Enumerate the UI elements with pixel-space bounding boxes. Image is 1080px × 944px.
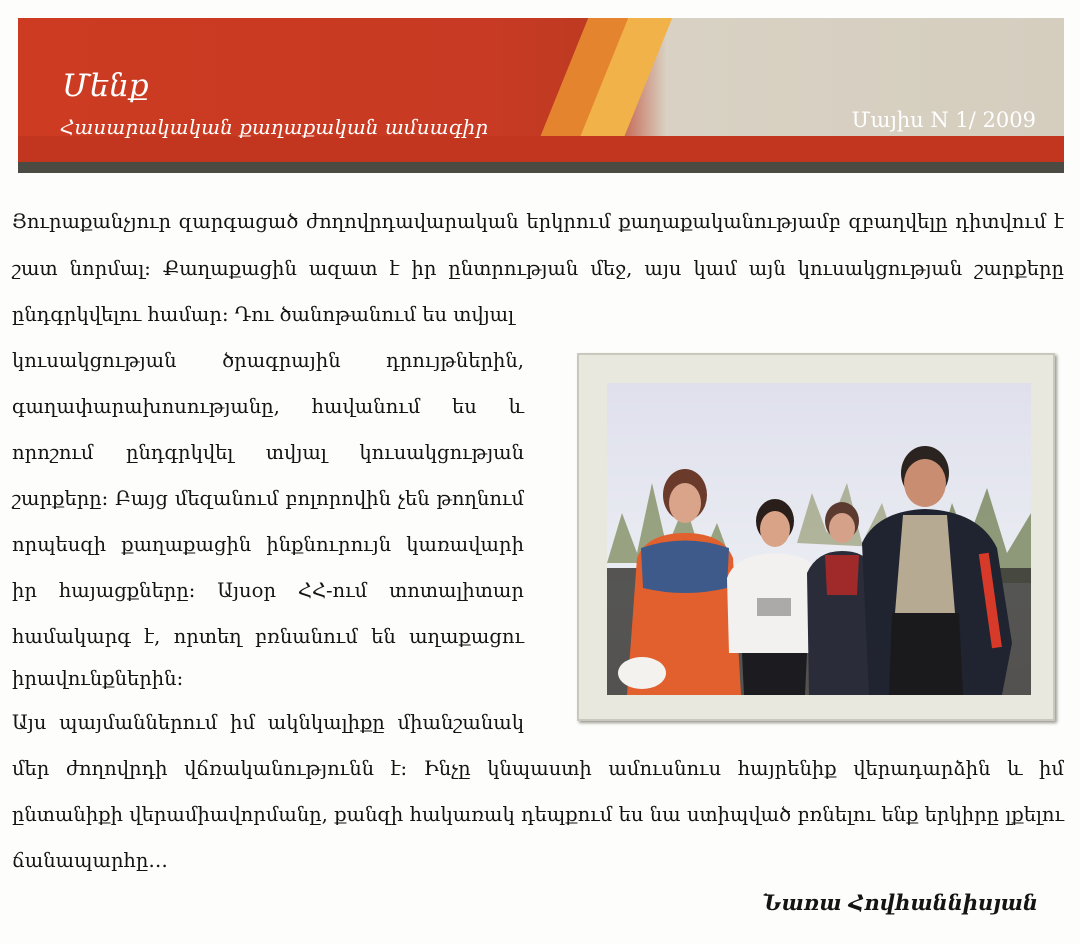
article-line: իրավունքներին: bbox=[12, 667, 184, 690]
banner-lower-bar bbox=[18, 136, 1064, 162]
article-line: գաղափարախոսությանը, հավանում ես և bbox=[12, 395, 524, 418]
banner-bottom-line bbox=[18, 162, 1064, 173]
magazine-subtitle: Հասարակական քաղաքական ամսագիր bbox=[60, 115, 489, 139]
article-line: կուսակցության ծրագրային դրույթներին, bbox=[12, 349, 524, 372]
photo-frame bbox=[577, 353, 1055, 721]
author-signature: Նառա Հովհաննիսյան bbox=[762, 890, 1038, 915]
article-line: Յուրաքանչյուր զարգացած ժողովրդավարական երկրում քաղաքականությամբ զբաղվելը դիտվում է bbox=[12, 210, 1064, 233]
article-line: որպեսզի քաղաքացին ինքնուրույն կառավարի bbox=[12, 533, 524, 556]
family-photo bbox=[607, 383, 1031, 695]
article-line: Այս պայմաններում իմ ակնկալիքը միանշանակ bbox=[12, 711, 524, 734]
article-line: ճանապարհը… bbox=[12, 849, 168, 872]
article-line: շատ նորմալ: Քաղաքացին ազատ է իր ընտրության մեջ, այս կամ այն կուսակցության շարքերը bbox=[12, 257, 1064, 280]
issue-number: Մայիս N 1/ 2009 bbox=[851, 108, 1036, 132]
family-photo-illustration bbox=[607, 383, 1031, 695]
header-banner bbox=[18, 18, 1064, 173]
article-line: ընտանիքի վերամիավորմանը, քանզի հակառակ դեպքում ես նա ստիպված բռնելու ենք երկիրը լքելու bbox=[12, 803, 1064, 826]
magazine-title: Մենք bbox=[62, 68, 149, 104]
article-line: ընդգրկվելու համար: Դու ծանոթանում ես տվյալ bbox=[12, 303, 515, 326]
article-line: իր հայացքները: Այսօր ՀՀ-ում տոտալիտար bbox=[12, 579, 524, 602]
article-line: որոշում ընդգրկվել տվյալ կուսակցության bbox=[12, 441, 524, 464]
article-line: մեր ժողովրդի վճռականությունն է: Ինչը կնպաստի ամուսնուս հայրենիք վերադարձին և իմ bbox=[12, 757, 1064, 780]
article-line: համակարգ է, որտեղ բռնանում են աղաքացու bbox=[12, 625, 524, 648]
article-line: շարքերը: Բայց մեզանում բոլորովին չեն թողնում bbox=[12, 487, 524, 510]
